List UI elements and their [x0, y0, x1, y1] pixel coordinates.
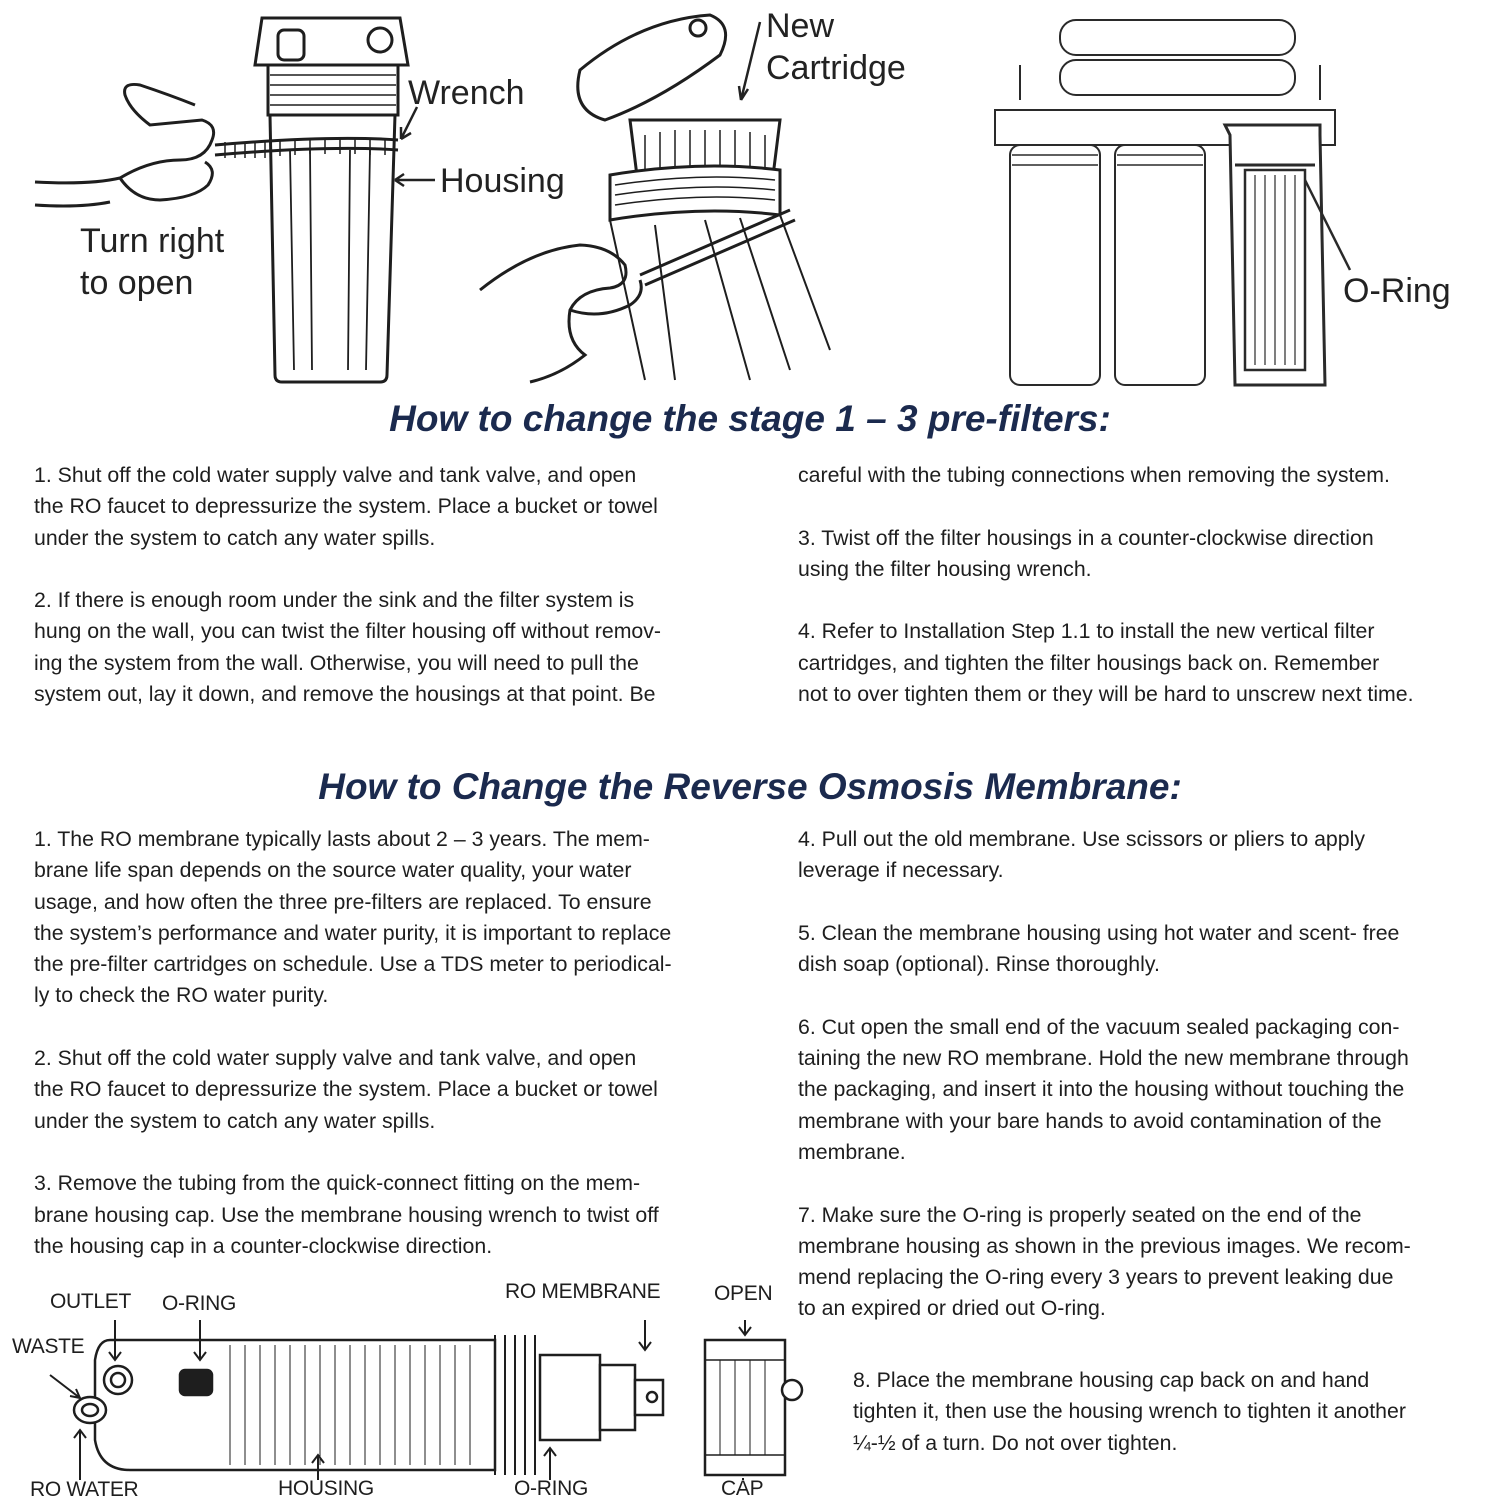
- outlet-label: OUTLET: [50, 1290, 132, 1313]
- ro-water-label: RO WATER: [30, 1478, 139, 1501]
- wrench-housing-illustration: [30, 10, 450, 390]
- prefilter-right-column: [798, 460, 1488, 710]
- housing-arrow: [390, 170, 440, 190]
- wrench-arrow: [395, 105, 425, 145]
- prefilter-step-1: 1. Shut off the cold water supply valve and tank valve, and open the RO faucet to depressurize the system. Place a bucket or towel under the system to catch any water spills.: [34, 463, 658, 550]
- membrane-right-column: [798, 824, 1488, 1325]
- prefilter-left-column: [34, 460, 754, 710]
- membrane-step-7: 7. Make sure the O-ring is properly seated on the end of the membrane housing as shown in the previous images. We recom- mend replacing the O-ring every 3 years to prevent leaking due to an expired or dried out O-ring.: [798, 1202, 1411, 1321]
- new-cartridge-label: New Cartridge: [766, 7, 906, 87]
- housing-label: Housing: [440, 162, 565, 200]
- membrane-step-2: 2. Shut off the cold water supply valve and tank valve, and open the RO faucet to depressurize the system. Place a bucket or towel under the system to catch any water spills.: [34, 1046, 658, 1133]
- membrane-housing-diagram: [40, 1320, 810, 1480]
- prefilter-step-2-continued: careful with the tubing connections when removing the system.: [798, 463, 1390, 487]
- ro-membrane-label: RO MEMBRANE: [505, 1280, 661, 1303]
- o-ring-top-label: O-RING: [162, 1292, 237, 1315]
- o-ring-label: O-Ring: [1343, 272, 1451, 310]
- membrane-step-8: [853, 1365, 1493, 1459]
- prefilter-step-4: 4. Refer to Installation Step 1.1 to install the new vertical filter cartridges, and tighten the filter housings back on. Remember not to over tighten them or they will be hard to unscrew next time.: [798, 619, 1414, 707]
- open-label: OPEN: [714, 1282, 773, 1305]
- membrane-step-1: 1. The RO membrane typically lasts about 2 – 3 years. The mem- brane life span depends on the source water quality, your water usage, and how often the three pre-filters are replaced. To ensure the system’s performance and water purity, it is important to replace the pre-filter cartridges on schedule. Use a TDS meter to periodical- ly to check the RO water purity.: [34, 827, 672, 1008]
- membrane-left-column: [34, 824, 754, 1262]
- membrane-step-3: 3. Remove the tubing from the quick-connect fitting on the mem- brane housing cap. Use the membrane housing wrench to twist off the housing cap in a counter-clockwise direction.: [34, 1171, 659, 1258]
- cartridge-arrow: [735, 20, 765, 105]
- membrane-step-4: 4. Pull out the old membrane. Use scissors or pliers to apply leverage if necessary.: [798, 827, 1365, 883]
- membrane-step-8-text: 8. Place the membrane housing cap back on and hand tighten it, then use the housing wrench to tighten it another ¼-½ of a turn. Do not over tighten.: [853, 1368, 1406, 1455]
- turn-right-label: Turn right to open: [80, 222, 225, 302]
- housing-bottom-label: HOUSING: [278, 1477, 374, 1500]
- membrane-step-6: 6. Cut open the small end of the vacuum sealed packaging con- taining the new RO membrane. Hold the new membrane through the packaging, and insert it into the housing without touching the membrane with your bare hands to avoid contamination of the membrane.: [798, 1014, 1409, 1164]
- o-ring-bottom-label: O-RING: [514, 1477, 589, 1500]
- prefilter-step-3: 3. Twist off the filter housings in a counter-clockwise direction using the filter housing wrench.: [798, 525, 1374, 581]
- waste-label: WASTE: [12, 1335, 85, 1358]
- prefilter-step-2: 2. If there is enough room under the sink and the filter system is hung on the wall, you can twist the filter housing off without remov- ing the system from the wall. Otherwise, you will need to pull the system out, lay it down, and remove the housings at that point. Be: [34, 588, 662, 707]
- ro-system-illustration: [990, 5, 1350, 390]
- prefilter-section-title: How to change the stage 1 – 3 pre-filters:: [389, 398, 1111, 439]
- cap-label: CAP: [721, 1477, 764, 1500]
- membrane-step-5: 5. Clean the membrane housing using hot water and scent- free dish soap (optional). Rinse thoroughly.: [798, 920, 1400, 977]
- membrane-section-title: How to Change the Reverse Osmosis Membrane:: [318, 766, 1182, 807]
- wrench-label: Wrench: [408, 74, 525, 112]
